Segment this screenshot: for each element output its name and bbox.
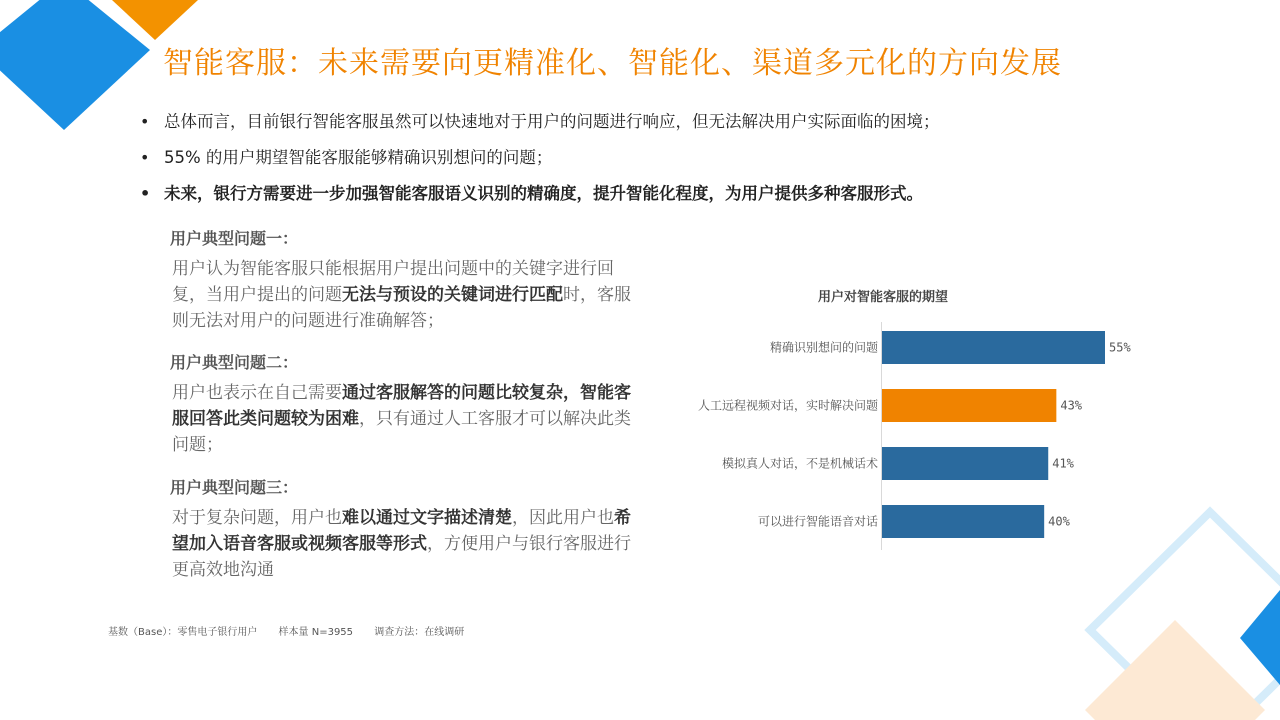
footnote-sample-size: 样本量 N=3955: [278, 627, 354, 638]
category-label-1: 精确识别想问的问题: [769, 340, 878, 355]
question-3-emphasis-2: 希望加入语音客服或视频客服等形式: [172, 508, 631, 554]
bar-2: [882, 389, 1056, 422]
chart-title: 用户对智能客服的期望: [817, 290, 949, 305]
question-2-emphasis: 通过客服解答的问题比较复杂，智能客服回答此类问题较为困难: [172, 383, 631, 429]
footnote-method: 调查方法：在线调研: [374, 627, 465, 638]
value-label-4: 40%: [1048, 514, 1070, 529]
category-label-4: 可以进行智能语音对话: [757, 514, 878, 529]
category-label-3: 模拟真人对话，不是机械话术: [721, 456, 878, 471]
bar-1: [882, 331, 1105, 364]
bar-4: [882, 505, 1044, 538]
question-3-text-mid: ，因此用户也: [512, 508, 614, 528]
question-2-heading: 用户典型问题二：: [170, 353, 299, 372]
bullet-item: • 55% 的用户期望智能客服能够精确识别想问的问题；: [140, 144, 940, 180]
value-label-3: 41%: [1052, 456, 1074, 471]
value-label-1: 55%: [1109, 340, 1131, 355]
question-3-heading: 用户典型问题三：: [170, 478, 299, 497]
question-1-heading: 用户典型问题一：: [170, 229, 299, 248]
footnote: [108, 623, 482, 638]
question-2-text: 用户也表示在自己需要: [172, 383, 342, 403]
question-3-emphasis: 难以通过文字描述清楚: [342, 508, 512, 528]
question-1-text: 用户认为智能客服只能根据用户提出问题中的关键字进行回复，当用户提出的问题: [172, 259, 614, 305]
bar-3: [882, 447, 1048, 480]
bullet-item-emphasis: • 未来，银行方需要进一步加强智能客服语义识别的精确度，提升智能化程度，为用户提供多种客服形式。: [140, 180, 940, 216]
page-title: 智能客服：未来需要向更精准化、智能化、渠道多元化的方向发展: [163, 46, 1062, 81]
footnote-base: 基数（Base）：零售电子银行用户: [108, 627, 258, 638]
bullet-item: • 总体而言，目前银行智能客服虽然可以快速地对于用户的问题进行响应，但无法解决用户实际面临的困境；: [140, 108, 940, 144]
question-3-text-end: ，方便用户与银行客服进行更高效地沟通: [172, 534, 631, 580]
chart-bars: [698, 331, 1131, 538]
question-1-text-end: 时，客服则无法对用户的问题进行准确解答；: [172, 285, 631, 331]
question-2-text-end: ，只有通过人工客服才可以解决此类问题；: [172, 409, 631, 455]
question-3-text: 对于复杂问题，用户也: [172, 508, 342, 528]
category-label-2: 人工远程视频对话，实时解决问题: [697, 398, 878, 413]
value-label-2: 43%: [1060, 398, 1083, 413]
question-1-emphasis: 无法与预设的关键词进行匹配: [342, 285, 563, 305]
